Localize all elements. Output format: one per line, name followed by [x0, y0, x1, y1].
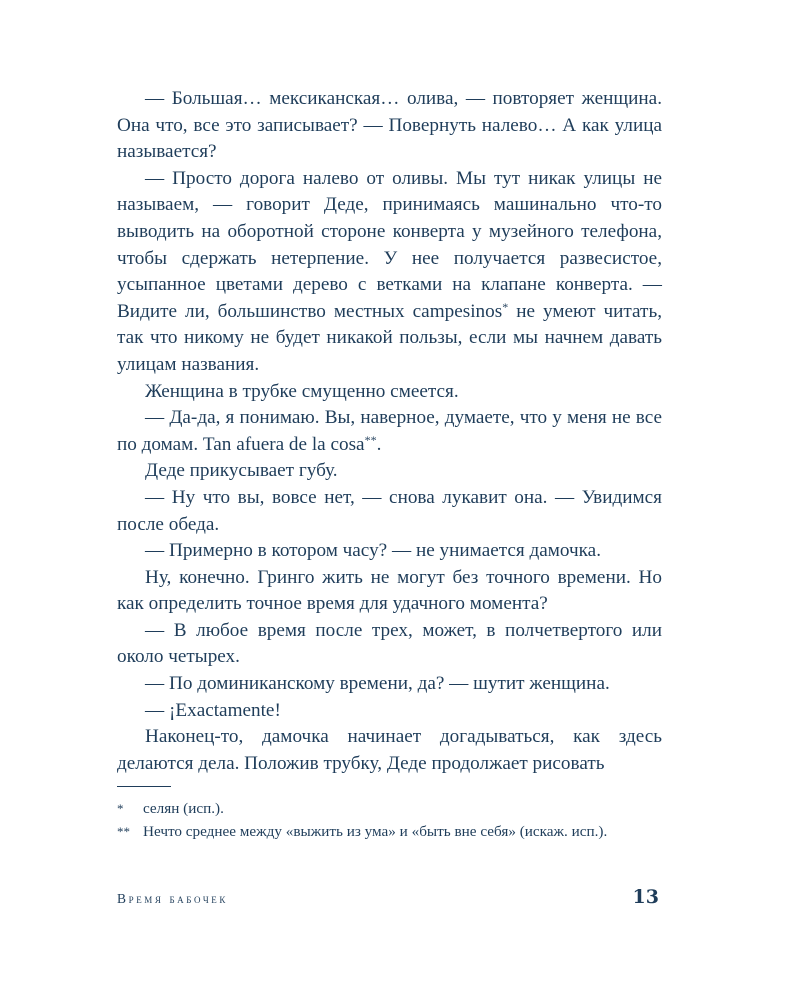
- footnote-1-mark: *: [117, 801, 124, 816]
- paragraph-12: Наконец-то, дамочка начинает догадываться, как здесь делаются дела. Положив трубку, Деде продолжает рисовать: [117, 726, 662, 774]
- paragraph-5: Деде прикусывает губу.: [145, 460, 338, 482]
- footnotes: [117, 797, 662, 843]
- paragraph-11: — ¡Exactamente!: [145, 699, 281, 721]
- paragraph-4: [117, 405, 662, 458]
- footnote-2: [117, 820, 662, 843]
- page-number: 13: [632, 886, 659, 908]
- paragraph-7: — Примерно в котором часу? — не унимается дамочка.: [145, 540, 601, 562]
- footnote-ref-1: *: [502, 299, 509, 314]
- paragraph-2-continued: не умеют читать, так что никому не будет никакой пользы, если мы начнем давать улицам названия.: [117, 300, 662, 375]
- paragraph-3: Женщина в трубке смущенно смеется.: [145, 380, 459, 402]
- paragraph-10: — По доминиканскому времени, да? — шутит женщина.: [145, 673, 610, 695]
- paragraph-2-text: — Просто дорога налево от оливы. Мы тут никак улицы не называем, — говорит Деде, принимаясь машинально что-то выводить на оборотной стороне конверта у музейного телефона, чтобы сдержать нетерпение. У нее получается развесистое, усыпанное цветами дерево с ветками на клапане конверта. — Видите ли, большинство местных campesinos: [117, 167, 662, 322]
- footnote-ref-2: **: [364, 432, 377, 447]
- paragraph-4-text: — Да-да, я понимаю. Вы, наверное, думаете, что у меня не все по домам. Tan afuera de la cosa: [117, 407, 662, 455]
- footnote-2-text: Нечто среднее между «выжить из ума» и «быть вне себя» (искаж. исп.).: [143, 823, 608, 840]
- footnote-divider: [117, 786, 171, 787]
- paragraph-4-period: .: [376, 433, 382, 455]
- paragraph-6: — Ну что вы, вовсе нет, — снова лукавит она. — Увидимся после обеда.: [117, 486, 662, 535]
- paragraph-8: Ну, конечно. Гринго жить не могут без точного времени. Но как определить точное время для удачного момента?: [117, 566, 662, 615]
- footnote-2-mark: **: [117, 824, 130, 839]
- footnote-1: [117, 797, 662, 820]
- paragraph-1: — Большая… мексиканская… олива, — повторяет женщина. Она что, все это записывает? — Повернуть налево… А как улица называется?: [117, 88, 662, 163]
- running-title: Время бабочек: [117, 891, 228, 906]
- page-body: [117, 86, 662, 777]
- paragraph-9: — В любое время после трех, может, в полчетвертого или около четырех.: [117, 619, 662, 668]
- paragraph-2: [117, 166, 662, 379]
- footnote-1-text: селян (исп.).: [143, 800, 224, 817]
